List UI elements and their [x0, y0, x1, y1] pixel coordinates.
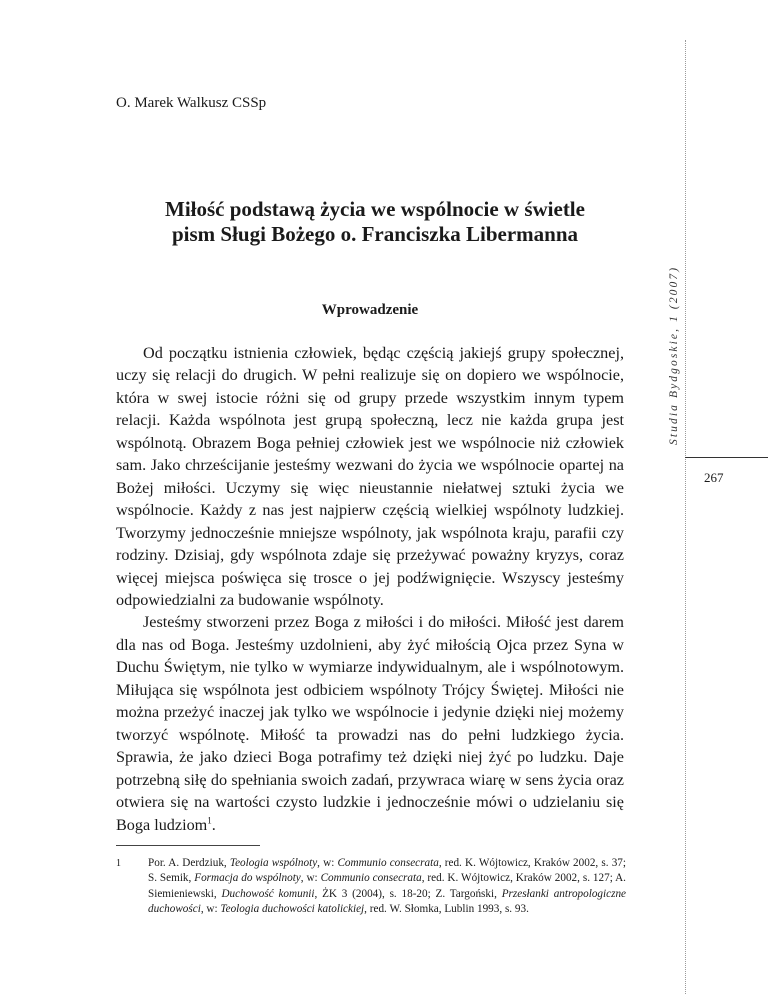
author: O. Marek Walkusz CSSp	[116, 95, 267, 111]
title-line-2: pism Sługi Bożego o. Franciszka Libermanna	[171, 222, 579, 246]
paragraph-2-text: Jesteśmy stworzeni przez Boga z miłości i do miłości. Miłość jest darem dla nas od Boga. Jesteśmy uzdolnieni, aby żyć miłością Ojca przez Syna w Duchu Świętym, nie tylko w wymiarze indywidualnym, ale i wspólnotowym. Miłująca się wspólnota jest odbiciem wspólnoty Trójcy Świętej. Miłości nie można przeżyć inaczej jak tylko we wspólnocie i jedynie dzięki niej możemy tworzyć wspólnotę. Miłość ta prowadzi nas do pełni ludzkiego życia. Sprawia, że jako dzieci Boga potrafimy też dzięki niej żyć po ludzku. Daje potrzebną siłę do spełniania swoich zadań, przywraca wiarę w sens życia oraz otwiera się na wartości czysto ludzkie i jednocześnie mówi o udzielaniu się Boga ludziom	[116, 613, 624, 834]
article-title	[110, 197, 640, 247]
footnote-reference[interactable]: 1	[207, 815, 212, 826]
margin-dotted-rule	[685, 40, 686, 994]
footnote-separator	[116, 845, 260, 846]
title-line-1: Miłość podstawą życia we wspólnocie w świetle	[165, 197, 585, 221]
paragraph-2: Jesteśmy stworzeni przez Boga z miłości i do miłości. Miłość jest darem dla nas od Boga. Jesteśmy uzdolnieni, aby żyć miłością Ojca przez Syna w Duchu Świętym, nie tylko w wymiarze indywidualnym, ale i wspólnotowym. Miłująca się wspólnota jest odbiciem wspólnoty Trójcy Świętej. Miłości nie można przeżyć inaczej jak tylko we wspólnocie i jedynie dzięki niej możemy tworzyć wspólnotę. Miłość ta prowadzi nas do pełni ludzkiego życia. Sprawia, że jako dzieci Boga potrafimy też dzięki niej żyć po ludzku. Daje potrzebną siłę do spełniania swoich zadań, przywraca wiarę w sens życia oraz otwiera się na wartości czysto ludzkie i jednocześnie mówi o udzielaniu się Boga ludziom$^1$.	[116, 613, 624, 834]
footnote-number: 1	[116, 858, 121, 869]
section-heading: Wprowadzenie	[321, 302, 419, 318]
journal-label: Studia Bydgoskie, 1 (2007)	[668, 265, 680, 445]
margin-rule	[685, 457, 768, 458]
paragraph-1: Od początku istnienia człowiek, będąc częścią jakiejś grupy społecznej, uczy się relacji do drugich. W pełni realizuje się on dopiero we wspólnocie, która w swej istocie różni się od grupy przede wszystkim innym typem relacji. Każda wspólnota jest grupą społeczną, lecz nie każda grupa jest wspólnotą. Obrazem Boga pełniej człowiek jest we wspólnocie niż człowiek sam. Jako chrześcijanie jesteśmy wezwani do życia we wspólnocie opartej na Bożej miłości. Uczymy się więc nieustannie niełatwej sztuki życia we wspólnocie. Każdy z nas jest najpierw częścią wielkiej wspólnoty ludzkiej. Tworzymy jednocześnie mniejsze wspólnoty, jak wspólnota kraju, parafii czy rodziny. Dzisiaj, gdy wspólnota zdaje się przeżywać poważny kryzys, coraz więcej miejsca poświęca się trosce o jej podźwignięcie. Wszyscy jesteśmy odpowiedzialni za budowanie wspólnoty.	[116, 344, 624, 609]
footnote	[116, 856, 626, 917]
footnote-text: Por. A. Derdziuk, Teologia wspólnoty, w: Communio consecrata, red. K. Wójtowicz, Kraków 2002, s. 37; S. Semik, Formacja do wspólnoty, w: Communio consecrata, red. K. Wójtowicz, Kraków 2002, s. 127; A. Siemieniewski, Duchowość komunii, ŻK 3 (2004), s. 18-20; Z. Targoński, Przesłanki antropologiczne duchowości, w: Teologia duchowości katolickiej, red. W. Słomka, Lublin 1993, s. 93.	[148, 857, 627, 915]
body-text	[116, 342, 624, 836]
page-number: 267	[704, 470, 724, 485]
